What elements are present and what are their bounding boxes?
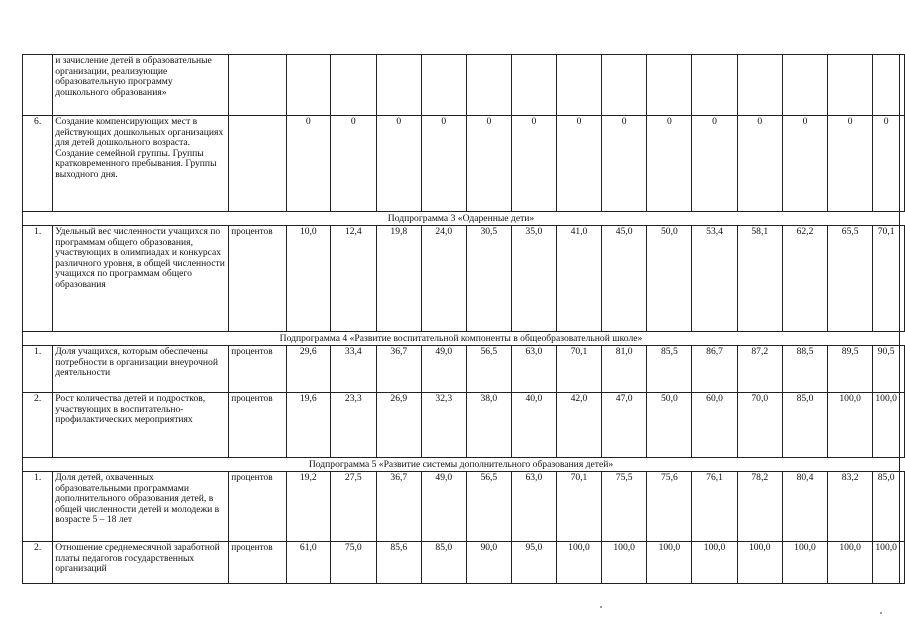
value-cell: 26,9 [376,393,421,458]
indicator-name: Отношение среднемесячной заработной платы педагогов государственных организаций [53,542,229,584]
indicator-name: Рост количества детей и подростков, участвующих в воспитательно-профилактических мероприятиях [53,393,229,458]
value-cell: 35,0 [511,226,556,332]
value-cell [782,55,827,116]
value-cell: 0 [647,116,692,212]
value-cell: 100,0 [828,542,873,584]
value-cell: 0 [286,116,330,212]
value-cell: 85,0 [782,393,827,458]
value-cell: 70,1 [873,226,900,332]
value-cell: 0 [556,116,601,212]
value-cell: 0 [737,116,782,212]
value-cell: 100,0 [556,542,601,584]
indicator-name: Удельный вес численности учащихся по программам общего образования, участвующих в олимпиадах и конкурсах различного уровня, в общей численности учащихся по программам общего образования [53,226,229,332]
value-cell: 89,5 [828,346,873,393]
row-number: 2. [23,393,53,458]
value-cell: 10,0 [286,226,330,332]
value-cell: 38,0 [466,393,511,458]
value-cell: 24,0 [421,226,466,332]
value-cell [330,55,376,116]
value-cell [466,55,511,116]
table-row [23,346,905,393]
value-cell: 36,7 [376,472,421,542]
value-cell: 19,2 [286,472,330,542]
value-cell: 47,0 [602,393,647,458]
value-cell: 65,5 [828,226,873,332]
value-cell: 100,0 [828,393,873,458]
value-cell: 0 [873,116,900,212]
indicator-name: Доля детей, охваченных образовательными программами дополнительного образования детей, в общей численности детей и молодежи в возрасте 5 – 18 лет [53,472,229,542]
value-cell: 0 [782,116,827,212]
unit-cell: процентов [229,226,287,332]
edge-cell [900,116,905,212]
row-number: 1. [23,346,53,393]
table-row [23,472,905,542]
table-row [23,116,905,212]
value-cell: 49,0 [421,346,466,393]
unit-cell: процентов [229,542,287,584]
value-cell: 56,5 [466,346,511,393]
row-number: 1. [23,226,53,332]
scan-speck [880,612,882,614]
value-cell [556,55,601,116]
value-cell [828,55,873,116]
value-cell: 75,6 [647,472,692,542]
value-cell: 100,0 [782,542,827,584]
value-cell: 42,0 [556,393,601,458]
value-cell: 90,0 [466,542,511,584]
value-cell: 86,7 [692,346,737,393]
value-cell: 100,0 [602,542,647,584]
value-cell: 80,4 [782,472,827,542]
value-cell: 49,0 [421,472,466,542]
value-cell: 27,5 [330,472,376,542]
value-cell: 85,0 [873,472,900,542]
table-row [23,226,905,332]
value-cell: 19,6 [286,393,330,458]
value-cell: 95,0 [511,542,556,584]
scan-speck [600,606,602,608]
unit-cell: процентов [229,472,287,542]
value-cell: 36,7 [376,346,421,393]
subprogram-header-row [23,332,905,346]
row-number: 2. [23,542,53,584]
value-cell: 85,0 [421,542,466,584]
edge-cell [900,346,905,393]
row-number: 6. [23,116,53,212]
unit-cell: процентов [229,393,287,458]
value-cell: 100,0 [692,542,737,584]
indicator-name: и зачисление детей в образовательные организации, реализующие образовательную программу дошкольного образования» [53,55,229,116]
value-cell: 70,1 [556,346,601,393]
value-cell: 85,6 [376,542,421,584]
table-body [23,55,905,584]
value-cell: 0 [466,116,511,212]
value-cell: 29,6 [286,346,330,393]
value-cell: 50,0 [647,393,692,458]
indicator-name: Доля учащихся, которым обеспечены потребности в организации внеурочной деятельности [53,346,229,393]
value-cell: 100,0 [737,542,782,584]
edge-cell [900,393,905,458]
value-cell: 58,1 [737,226,782,332]
value-cell: 83,2 [828,472,873,542]
subprogram-header-row [23,212,905,226]
value-cell: 0 [602,116,647,212]
subprogram-title: Подпрограмма 3 «Одаренные дети» [23,212,900,226]
value-cell [602,55,647,116]
value-cell [286,55,330,116]
value-cell: 0 [330,116,376,212]
value-cell: 53,4 [692,226,737,332]
value-cell: 12,4 [330,226,376,332]
value-cell [692,55,737,116]
value-cell: 19,8 [376,226,421,332]
row-number [23,55,53,116]
value-cell [376,55,421,116]
value-cell: 33,4 [330,346,376,393]
value-cell: 70,0 [737,393,782,458]
value-cell: 32,3 [421,393,466,458]
value-cell [421,55,466,116]
value-cell: 0 [376,116,421,212]
value-cell [737,55,782,116]
value-cell [511,55,556,116]
value-cell: 63,0 [511,472,556,542]
table-row [23,393,905,458]
unit-cell [229,55,287,116]
value-cell: 62,2 [782,226,827,332]
edge-cell [900,55,905,116]
value-cell: 23,3 [330,393,376,458]
table-row [23,542,905,584]
value-cell: 60,0 [692,393,737,458]
value-cell: 56,5 [466,472,511,542]
value-cell: 75,0 [330,542,376,584]
subprogram-header-row [23,458,905,472]
value-cell: 90,5 [873,346,900,393]
unit-cell: процентов [229,346,287,393]
value-cell: 50,0 [647,226,692,332]
value-cell: 76,1 [692,472,737,542]
indicator-table [22,54,905,584]
edge-cell [900,472,905,542]
value-cell: 0 [421,116,466,212]
value-cell: 45,0 [602,226,647,332]
value-cell: 100,0 [873,393,900,458]
value-cell: 100,0 [873,542,900,584]
value-cell: 61,0 [286,542,330,584]
table-row [23,55,905,116]
subprogram-title: Подпрограмма 5 «Развитие системы дополнительного образования детей» [23,458,900,472]
edge-cell [900,226,905,332]
row-number: 1. [23,472,53,542]
value-cell: 85,5 [647,346,692,393]
value-cell: 0 [511,116,556,212]
indicator-name: Создание компенсирующих мест в действующих дошкольных организациях для детей дошкольного возраста. Создание семейной группы. Группы кратковременного пребывания. Группы выходного дня. [53,116,229,212]
value-cell: 40,0 [511,393,556,458]
value-cell: 0 [828,116,873,212]
value-cell: 81,0 [602,346,647,393]
value-cell: 78,2 [737,472,782,542]
value-cell [647,55,692,116]
value-cell: 88,5 [782,346,827,393]
value-cell: 75,5 [602,472,647,542]
value-cell: 30,5 [466,226,511,332]
value-cell: 100,0 [647,542,692,584]
value-cell: 87,2 [737,346,782,393]
value-cell: 0 [692,116,737,212]
edge-cell [900,542,905,584]
value-cell: 70,1 [556,472,601,542]
value-cell: 63,0 [511,346,556,393]
value-cell [873,55,900,116]
subprogram-title: Подпрограмма 4 «Развитие воспитательной компоненты в общеобразовательной школе» [23,332,900,346]
unit-cell [229,116,287,212]
value-cell: 41,0 [556,226,601,332]
